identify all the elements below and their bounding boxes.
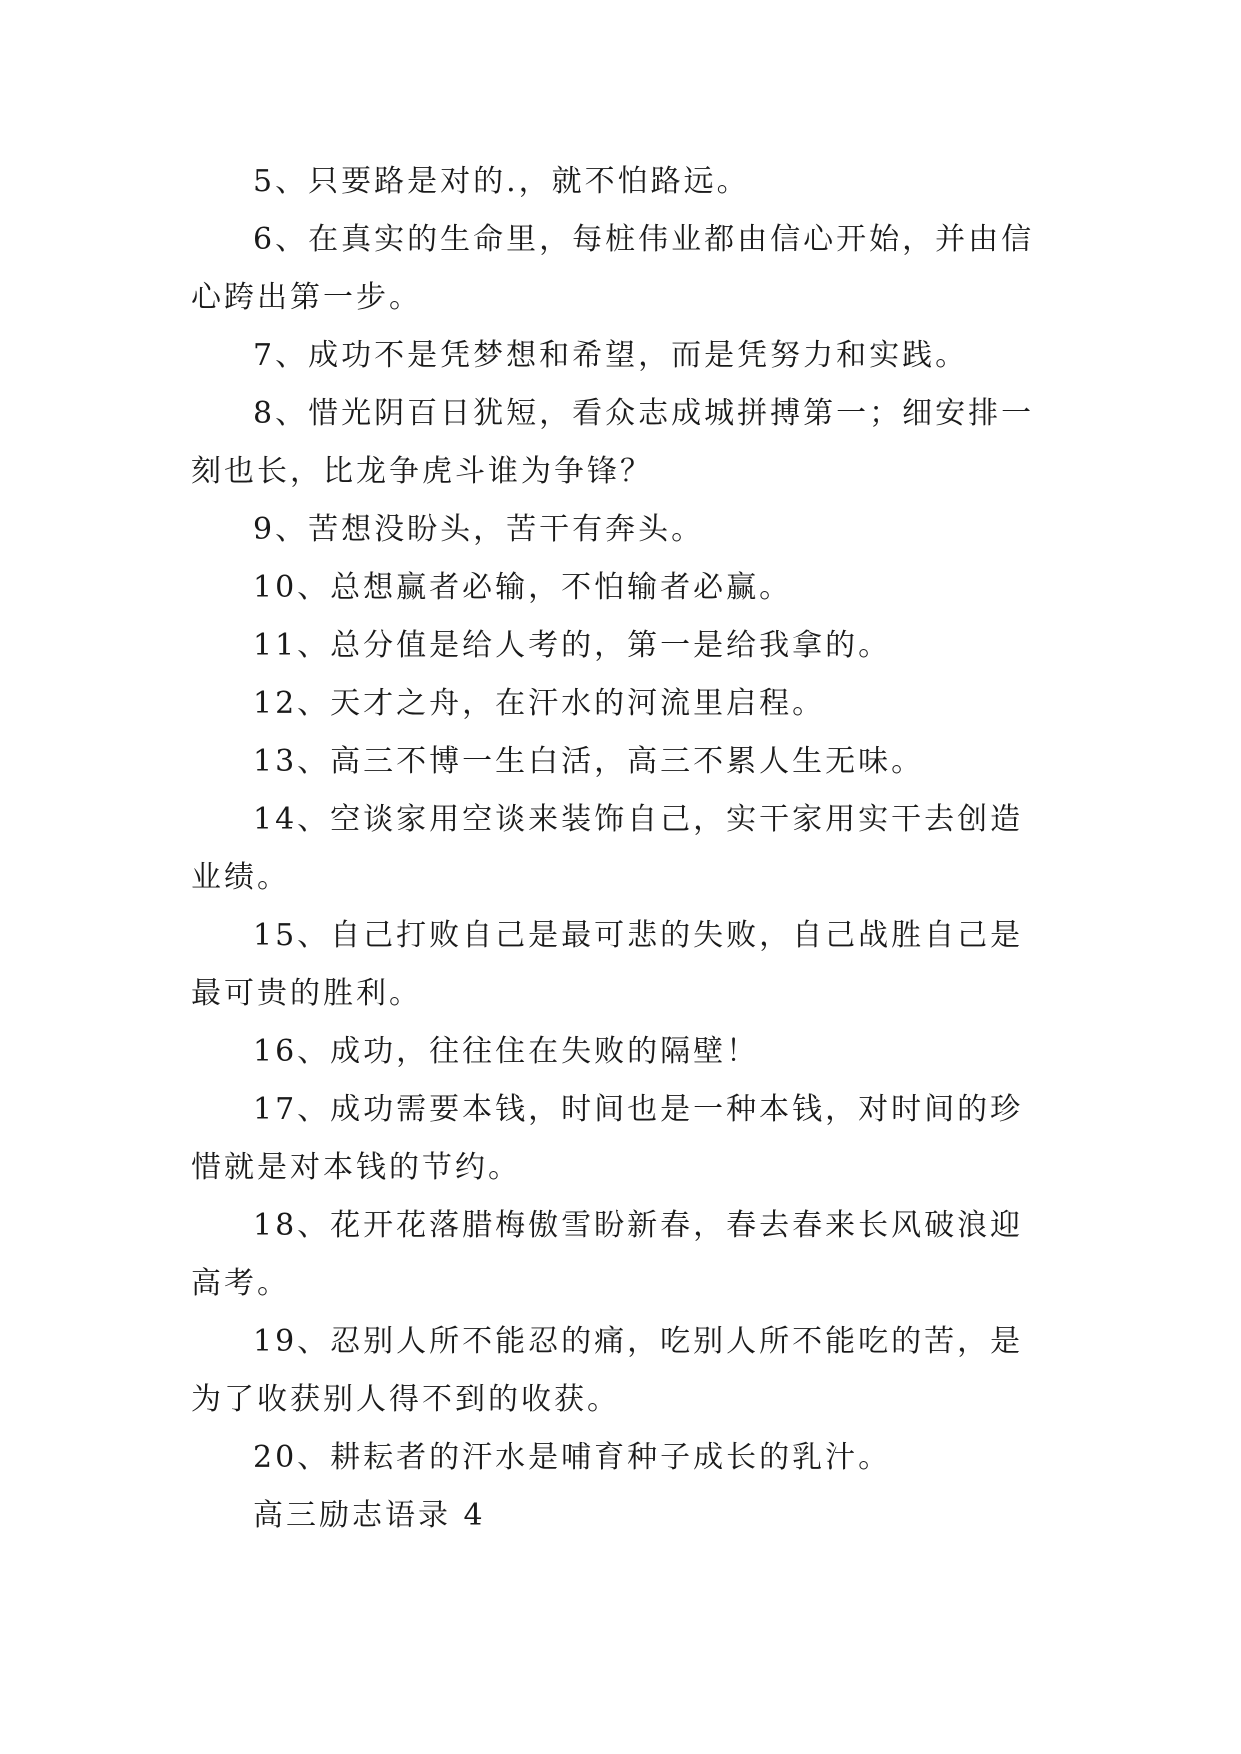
paragraph-item-15: 15、自己打败自己是最可悲的失败，自己战胜自己是最可贵的胜利。 <box>191 918 1024 1011</box>
document-body <box>191 153 1051 1545</box>
paragraph-item-18: 18、花开花落腊梅傲雪盼新春，春去春来长风破浪迎高考。 <box>191 1208 1024 1301</box>
paragraph-item-6: 6、在真实的生命里，每桩伟业都由信心开始，并由信心跨出第一步。 <box>191 222 1035 315</box>
paragraph-item-9: 9、苦想没盼头，苦干有奔头。 <box>253 512 705 547</box>
section-heading: 高三励志语录 4 <box>253 1498 486 1533</box>
paragraph-item-13: 13、高三不博一生白活，高三不累人生无味。 <box>253 744 925 779</box>
paragraph-item-11: 11、总分值是给人考的，第一是给我拿的。 <box>253 628 892 663</box>
paragraph-item-14: 14、空谈家用空谈来装饰自己，实干家用实干去创造业绩。 <box>191 802 1024 895</box>
paragraph-item-20: 20、耕耘者的汗水是哺育种子成长的乳汁。 <box>253 1440 892 1475</box>
paragraph-item-8: 8、惜光阴百日犹短，看众志成城拼搏第一；细安排一刻也长，比龙争虎斗谁为争锋？ <box>191 396 1035 489</box>
paragraph-item-12: 12、天才之舟，在汗水的河流里启程。 <box>253 686 826 721</box>
paragraph-item-10: 10、总想赢者必输，不怕输者必赢。 <box>253 570 793 605</box>
paragraph-item-7: 7、成功不是凭梦想和希望，而是凭努力和实践。 <box>253 338 969 373</box>
paragraph-item-17: 17、成功需要本钱，时间也是一种本钱，对时间的珍惜就是对本钱的节约。 <box>191 1092 1024 1185</box>
paragraph-item-19: 19、忍别人所不能忍的痛，吃别人所不能吃的苦，是为了收获别人得不到的收获。 <box>191 1324 1024 1417</box>
paragraph-item-16: 16、成功，往往住在失败的隔壁！ <box>253 1034 760 1069</box>
paragraph-item-5: 5、只要路是对的.，就不怕路远。 <box>253 164 750 199</box>
